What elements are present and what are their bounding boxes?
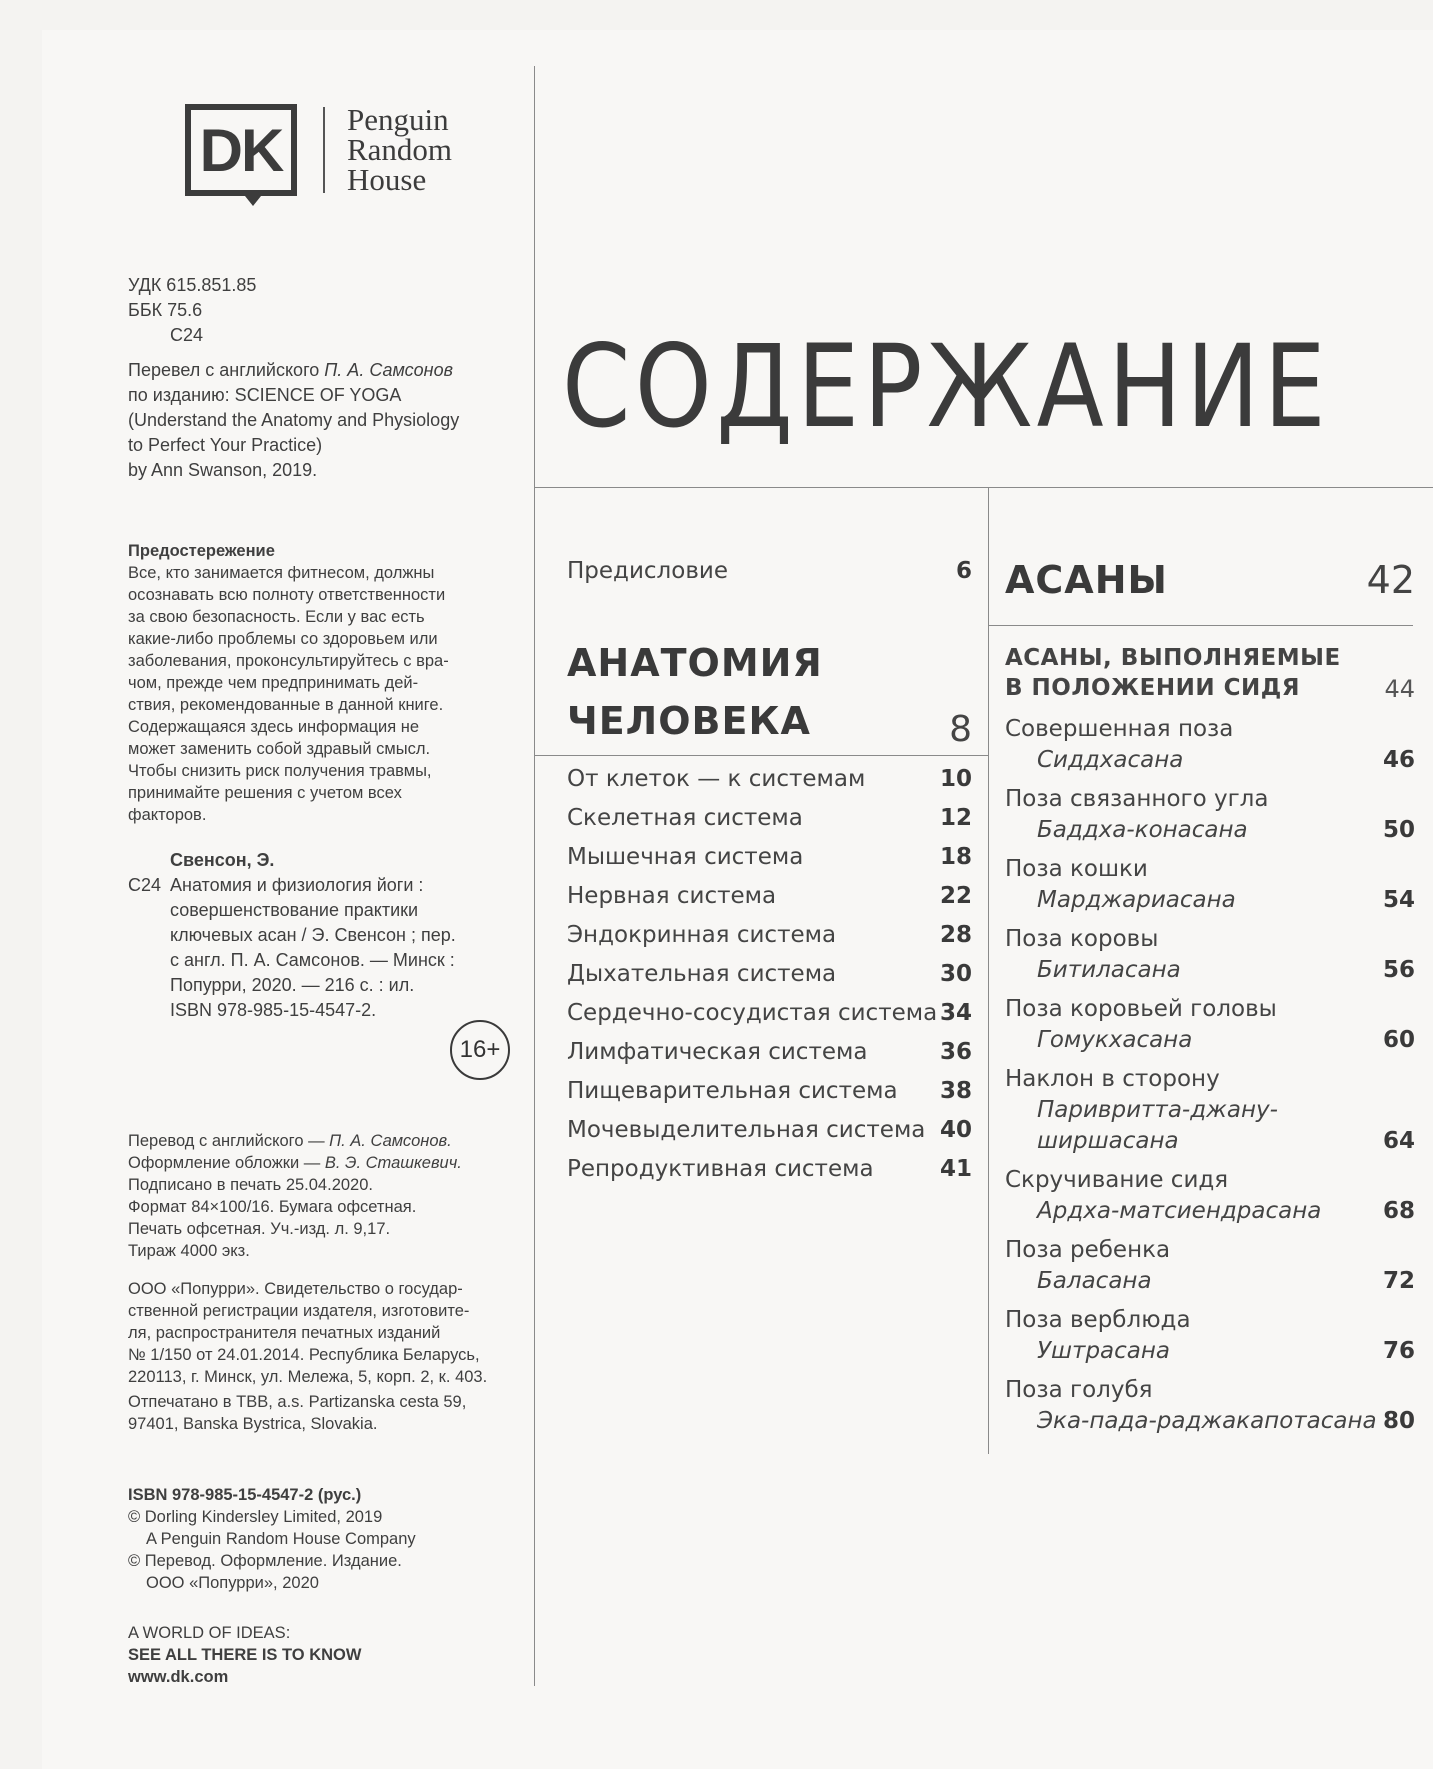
warning-line: Содержащаяся здесь информация не <box>128 718 420 736</box>
translation-line <box>128 458 459 483</box>
toc-entry-preface[interactable] <box>567 558 972 584</box>
pose-sanskrit-row <box>1005 1406 1415 1437</box>
logo-divider <box>323 107 325 193</box>
pose-sanskrit-row <box>1005 1025 1415 1056</box>
pose-page: 56 <box>1382 957 1415 983</box>
subsection-page: 44 <box>1384 675 1415 703</box>
translation-text: по изданию: SCIENCE OF YOGA <box>128 385 402 405</box>
pose-page: 64 <box>1382 1128 1415 1154</box>
toc-entry-page: 10 <box>939 766 972 792</box>
toc-entry-page: 40 <box>939 1117 972 1143</box>
pose-name: Поза коровы <box>1005 926 1159 952</box>
toc-entry[interactable] <box>567 1039 972 1078</box>
credit-line <box>128 1130 462 1152</box>
record-line: Анатомия и физиология йоги : <box>170 875 424 895</box>
warning-line: может заменить собой здравый смысл. <box>128 740 431 758</box>
toc-entry[interactable] <box>567 1000 972 1039</box>
pose-sanskrit-row <box>1005 1336 1415 1367</box>
translation-line <box>128 408 459 433</box>
credit-name: П. А. Самсонов. <box>329 1132 452 1150</box>
bbk-code: ББК 75.6 <box>128 300 203 320</box>
pose-sanskrit-name: Сиддхасана <box>1037 747 1184 773</box>
wordmark-line: House <box>347 162 427 197</box>
pose-sanskrit-name: Уштрасана <box>1037 1338 1171 1364</box>
bibliographic-record <box>128 848 456 1023</box>
publisher-line: № 1/150 от 24.01.2014. Республика Беларусь, <box>128 1346 480 1364</box>
publisher-logo <box>185 104 452 196</box>
toc-entry-page: 34 <box>939 1000 972 1026</box>
translation-line <box>128 433 459 458</box>
udk-code: УДК 615.851.85 <box>128 275 257 295</box>
credit-line <box>128 1218 462 1240</box>
copyright-block <box>128 1484 416 1594</box>
credit-text: Оформление обложки — <box>128 1154 325 1172</box>
publisher-line: ля, распространителя печатных изданий <box>128 1324 441 1342</box>
toc-anatomy-column <box>567 558 972 750</box>
publisher-line: ственной регистрации издателя, изготовите- <box>128 1302 470 1320</box>
toc-column-divider <box>988 487 989 1454</box>
title-rule <box>534 487 1433 488</box>
page-title: СОДЕРЖАНИЕ <box>562 320 1330 453</box>
pose-page: 50 <box>1382 817 1415 843</box>
pose-sanskrit-row <box>1005 1095 1415 1126</box>
pose-sanskrit-name: Баласана <box>1037 1268 1152 1294</box>
warning-line: Чтобы снизить риск получения травмы, <box>128 762 432 780</box>
pose-sanskrit-name: Битиласана <box>1037 957 1181 983</box>
pose-name: Поза связанного угла <box>1005 786 1269 812</box>
section-title <box>567 634 823 750</box>
pose-name: Скручивание сидя <box>1005 1167 1229 1193</box>
credit-text: Подписано в печать 25.04.2020. <box>128 1176 373 1194</box>
pose-sanskrit-name: ширшасана <box>1037 1128 1179 1154</box>
warning-line: чом, прежде чем предпринимать дей- <box>128 674 419 692</box>
warning-line: факторов. <box>128 806 207 824</box>
toc-entry-label: Пищеварительная система <box>567 1078 898 1104</box>
pose-sanskrit-name: Марджариасана <box>1037 887 1236 913</box>
translation-text: (Understand the Anatomy and Physiology <box>128 410 460 430</box>
isbn: ISBN 978-985-15-4547-2 (рус.) <box>128 1486 362 1504</box>
toc-pose-entry[interactable] <box>1005 1064 1415 1157</box>
slogan-line-1: A WORLD OF IDEAS: <box>128 1624 291 1642</box>
toc-entry[interactable] <box>567 805 972 844</box>
pose-sanskrit-row <box>1005 1196 1415 1227</box>
record-line: Попурри, 2020. — 216 с. : ил. <box>170 975 415 995</box>
record-code: С24 <box>128 875 162 895</box>
credit-text: Печать офсетная. Уч.-изд. л. 9,17. <box>128 1220 391 1238</box>
warning-line: принимайте решения с учетом всех <box>128 784 402 802</box>
penguin-random-house-wordmark <box>347 102 453 197</box>
section-title-line: АНАТОМИЯ <box>567 641 823 685</box>
publisher-line: 220113, г. Минск, ул. Мележа, 5, корп. 2, к. 403. <box>128 1368 488 1386</box>
toc-entry-label: Репродуктивная система <box>567 1156 874 1182</box>
toc-pose-entry[interactable] <box>1005 924 1415 986</box>
warning-line: Все, кто занимается фитнесом, должны <box>128 564 435 582</box>
slogan-line-2: SEE ALL THERE IS TO KNOW <box>128 1646 362 1664</box>
warning-line: заболевания, проконсультируйтесь с вра- <box>128 652 449 670</box>
toc-anatomy-entries <box>567 766 972 1195</box>
toc-entry-page: 38 <box>939 1078 972 1104</box>
pose-name: Поза коровьей головы <box>1005 996 1277 1022</box>
warning-text <box>128 562 449 826</box>
translation-text: Перевел с английского <box>128 360 325 380</box>
toc-entry-page: 41 <box>939 1156 972 1182</box>
section-page: 8 <box>949 709 972 750</box>
warning-title: Предостережение <box>128 542 275 560</box>
publisher-info <box>128 1278 487 1388</box>
toc-entry-page: 28 <box>939 922 972 948</box>
warning-line: какие-либо проблемы со здоровьем или <box>128 630 438 648</box>
toc-entry-page: 36 <box>939 1039 972 1065</box>
pose-page: 68 <box>1382 1198 1415 1224</box>
toc-entry-page: 12 <box>939 805 972 831</box>
section-title-line: ЧЕЛОВЕКА <box>567 699 811 743</box>
toc-pose-entry[interactable] <box>1005 714 1415 776</box>
publisher-line: ООО «Попурри». Свидетельство о государ- <box>128 1280 463 1298</box>
translator-name: П. А. Самсонов <box>324 360 453 380</box>
credit-line <box>128 1196 462 1218</box>
pose-page: 72 <box>1382 1268 1415 1294</box>
classification-codes <box>128 273 256 348</box>
pose-page: 46 <box>1382 747 1415 773</box>
pose-sanskrit-row <box>1005 885 1415 916</box>
warning-line: ствия, рекомендованные в данной книге. <box>128 696 444 714</box>
pose-page: 76 <box>1382 1338 1415 1364</box>
pose-page: 54 <box>1382 887 1415 913</box>
toc-pose-entries <box>1005 714 1415 1445</box>
record-text <box>170 873 456 998</box>
toc-entry-label: Скелетная система <box>567 805 803 831</box>
toc-entry-label: Предисловие <box>567 558 728 584</box>
toc-entry-label: Лимфатическая система <box>567 1039 868 1065</box>
translation-line <box>128 383 459 408</box>
age-rating-badge: 16+ <box>450 1020 510 1080</box>
record-line: совершенствование практики <box>170 900 419 920</box>
toc-pose-entry[interactable] <box>1005 1305 1415 1367</box>
toc-entry[interactable] <box>567 1078 972 1117</box>
toc-entry-page: 30 <box>939 961 972 987</box>
toc-pose-entry[interactable] <box>1005 994 1415 1056</box>
print-credits <box>128 1130 462 1262</box>
pose-page: 60 <box>1382 1027 1415 1053</box>
pose-sanskrit-name: Паривритта-джану- <box>1037 1097 1278 1123</box>
toc-subsection-seated[interactable] <box>1005 643 1415 703</box>
toc-entry-label: Сердечно-сосудистая система <box>567 1000 938 1026</box>
warning-line: осознавать всю полноту ответственности <box>128 586 446 604</box>
translation-line <box>128 358 459 383</box>
wordmark-line: Random <box>347 132 453 167</box>
toc-pose-entry[interactable] <box>1005 784 1415 846</box>
toc-entry-label: Мочевыделительная система <box>567 1117 926 1143</box>
toc-entry-page: 22 <box>939 883 972 909</box>
toc-pose-entry[interactable] <box>1005 854 1415 916</box>
translation-text: by Ann Swanson, 2019. <box>128 460 318 480</box>
copyright-line: © Перевод. Оформление. Издание. <box>128 1552 402 1570</box>
credit-text: Тираж 4000 экз. <box>128 1242 250 1260</box>
pose-sanskrit-name: Ардха-матсиендрасана <box>1037 1198 1322 1224</box>
pose-sanskrit-name: Баддха-конасана <box>1037 817 1248 843</box>
pose-sanskrit-row <box>1005 1266 1415 1297</box>
toc-entry[interactable] <box>567 922 972 961</box>
section-page: 42 <box>1366 558 1415 602</box>
toc-asany-column <box>1005 558 1415 602</box>
subsection-title-line: АСАНЫ, ВЫПОЛНЯЕМЫЕ <box>1005 645 1341 671</box>
dk-logo-mark: DK <box>185 104 297 196</box>
credit-line <box>128 1152 462 1174</box>
toc-pose-entry[interactable] <box>1005 1165 1415 1227</box>
toc-entry[interactable] <box>567 883 972 922</box>
printer-line: Отпечатано в TBB, a.s. Partizanska cesta 59, <box>128 1393 467 1411</box>
column-divider <box>534 66 535 1686</box>
pose-name: Поза ребенка <box>1005 1237 1171 1263</box>
toc-pose-entry[interactable] <box>1005 1235 1415 1297</box>
copyright-lines <box>128 1506 416 1594</box>
pose-sanskrit-row <box>1005 745 1415 776</box>
pose-name: Наклон в сторону <box>1005 1066 1220 1092</box>
pose-sanskrit-name: Эка-пада-раджакапотасана <box>1037 1408 1377 1434</box>
pose-page: 80 <box>1382 1408 1415 1434</box>
pose-name: Поза голубя <box>1005 1377 1153 1403</box>
toc-entry-label: Эндокринная система <box>567 922 837 948</box>
toc-entry[interactable] <box>567 1156 972 1195</box>
toc-section-anatomy[interactable] <box>567 634 972 750</box>
copyright-line: ООО «Попурри», 2020 <box>146 1574 319 1592</box>
copyright-line: © Dorling Kindersley Limited, 2019 <box>128 1508 383 1526</box>
toc-entry-page: 18 <box>939 844 972 870</box>
anatomy-section-rule <box>534 755 988 756</box>
record-line: с англ. П. А. Самсонов. — Минск : <box>170 950 455 970</box>
printer-line: 97401, Banska Bystrica, Slovakia. <box>128 1415 378 1433</box>
wordmark-line: Penguin <box>347 102 449 137</box>
credit-text: Перевод с английского — <box>128 1132 330 1150</box>
website-link[interactable]: www.dk.com <box>128 1668 229 1686</box>
toc-entry[interactable] <box>567 844 972 883</box>
toc-entry[interactable] <box>567 1117 972 1156</box>
toc-entry-label: Мышечная система <box>567 844 804 870</box>
asany-section-rule <box>988 625 1413 626</box>
toc-pose-entry[interactable] <box>1005 1375 1415 1437</box>
pose-sanskrit-row <box>1005 815 1415 846</box>
pose-name: Поза кошки <box>1005 856 1148 882</box>
slogan-block <box>128 1622 361 1688</box>
warning-line: за свою безопасность. Если у вас есть <box>128 608 425 626</box>
toc-entry-label: От клеток — к системам <box>567 766 866 792</box>
copyright-line: A Penguin Random House Company <box>146 1530 416 1548</box>
toc-entry[interactable] <box>567 766 972 805</box>
pose-name: Совершенная поза <box>1005 716 1234 742</box>
translation-text: to Perfect Your Practice) <box>128 435 323 455</box>
record-isbn: ISBN 978-985-15-4547-2. <box>170 1000 377 1020</box>
record-line: ключевых асан / Э. Свенсон ; пер. <box>170 925 456 945</box>
pose-sanskrit-row <box>1005 1126 1415 1157</box>
pose-name: Поза верблюда <box>1005 1307 1191 1333</box>
pose-sanskrit-name: Гомукхасана <box>1037 1027 1193 1053</box>
subsection-title-line: В ПОЛОЖЕНИИ СИДЯ <box>1005 675 1300 701</box>
toc-entry-label: Дыхательная система <box>567 961 837 987</box>
credit-text: Формат 84×100/16. Бумага офсетная. <box>128 1198 417 1216</box>
printer-info <box>128 1391 466 1435</box>
warning-block <box>128 540 449 826</box>
toc-entry-label: Нервная система <box>567 883 777 909</box>
subsection-title <box>1005 643 1341 703</box>
credit-name: В. Э. Сташкевич. <box>324 1154 462 1172</box>
pose-sanskrit-row <box>1005 955 1415 986</box>
section-title: АСАНЫ <box>1005 558 1168 602</box>
credit-line <box>128 1240 462 1262</box>
toc-entry-page: 6 <box>955 558 972 584</box>
credit-line <box>128 1174 462 1196</box>
translation-note <box>128 358 459 483</box>
author-mark: С24 <box>170 325 204 345</box>
toc-entry[interactable] <box>567 961 972 1000</box>
author-heading: Свенсон, Э. <box>170 850 275 870</box>
toc-section-asany[interactable] <box>1005 558 1415 602</box>
